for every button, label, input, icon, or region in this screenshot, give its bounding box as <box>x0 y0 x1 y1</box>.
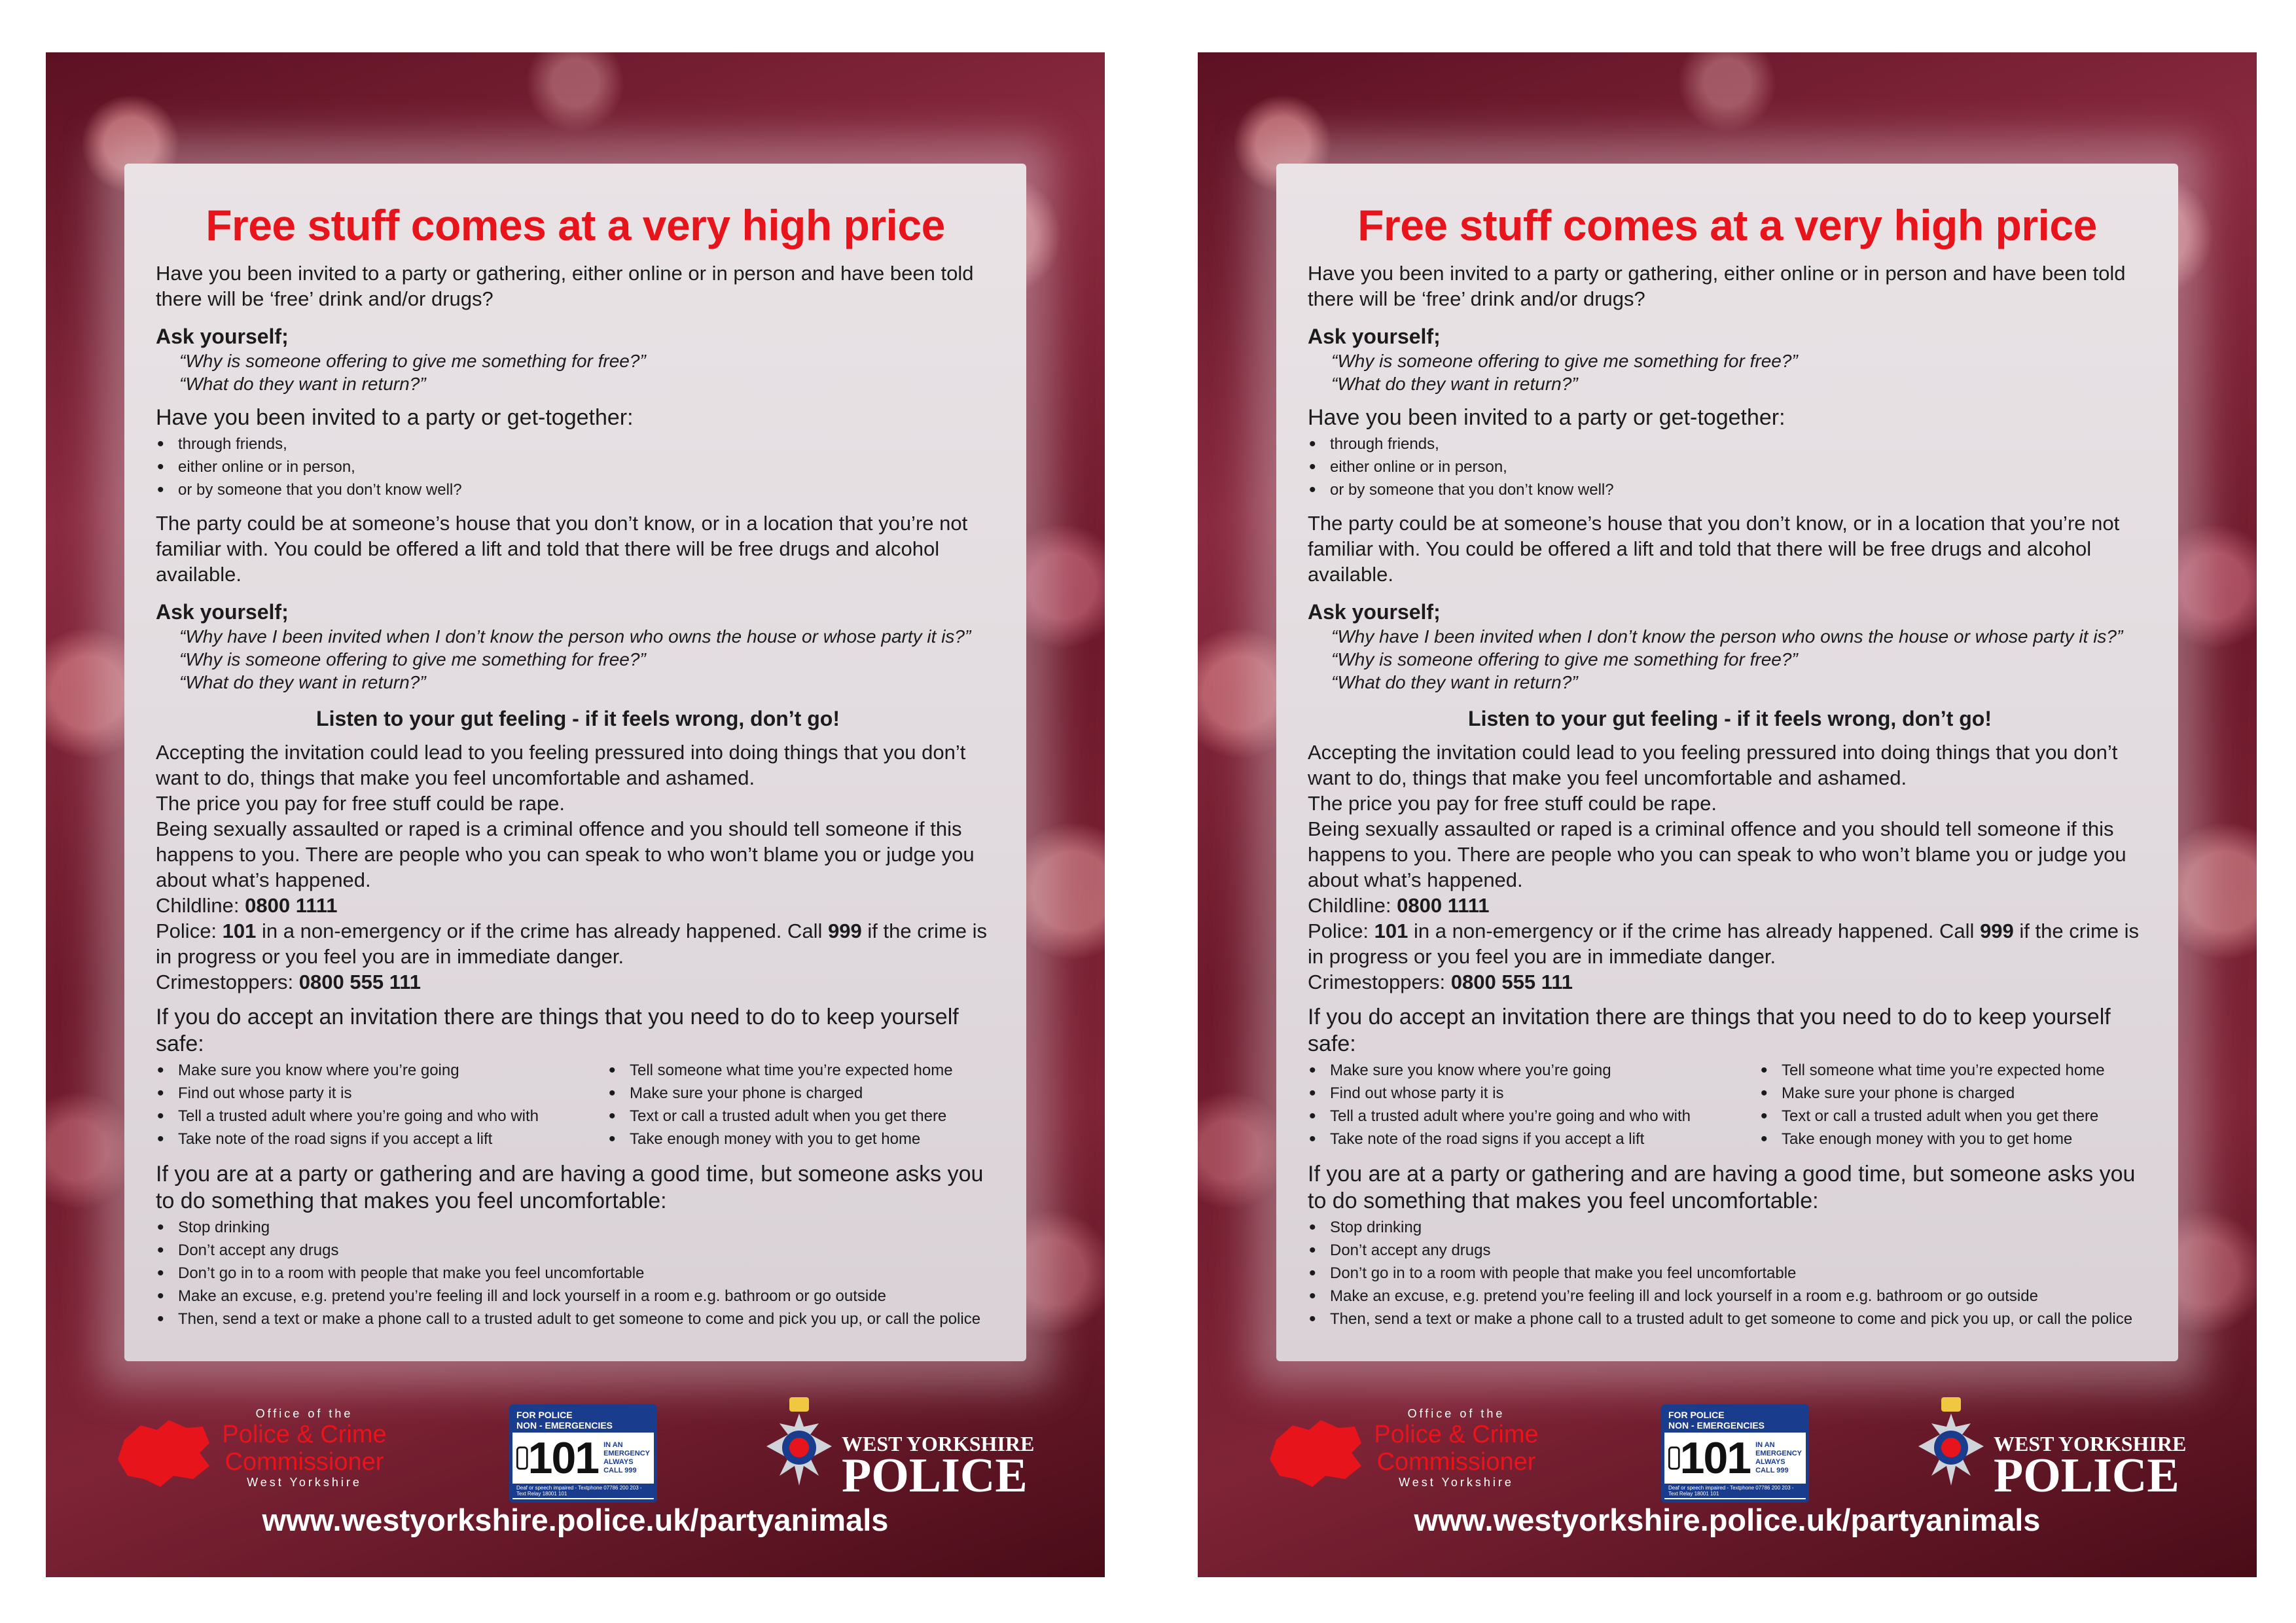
contact-label: Police: <box>1308 919 1374 942</box>
ask-heading: Ask yourself; <box>1308 600 1441 624</box>
accept-paragraph: Accepting the invitation could lead to you feeling pressured into doing things that you don’t want to do, things that make you feel uncomfortable and ashamed. <box>156 741 966 789</box>
list-item: • Take note of the road signs if you accept a lift <box>1308 1128 1759 1150</box>
badge-side-text: ALWAYS <box>1755 1458 1785 1466</box>
list-item: • Text or call a trusted adult when you get there <box>1759 1105 2152 1128</box>
pcc-region: West Yorkshire <box>1399 1476 1514 1489</box>
police-contact <box>1308 918 2152 969</box>
list-item: • Find out whose party it is <box>156 1082 607 1105</box>
badge-heading: FOR POLICE <box>516 1410 573 1420</box>
list-item: • either online or in person, <box>1308 455 2152 478</box>
safe-list-2 <box>607 1059 1000 1150</box>
police-logo-line1: WEST YORKSHIRE <box>1994 1432 2187 1455</box>
question: “Why is someone offering to give me something for free?” <box>1331 351 1798 371</box>
list-item: • Don’t accept any drugs <box>156 1239 1000 1262</box>
pcc-line1: Police & Crime <box>1374 1421 1539 1448</box>
contact-label: Crimestoppers: <box>1308 971 1451 993</box>
police-contact <box>156 918 1000 969</box>
party-paragraph: The party could be at someone’s house that you don’t know, or in a location that you’re not familiar with. You could be offered a lift and told that there will be free drugs and alcohol available. <box>156 512 968 586</box>
list-item: • Stop drinking <box>1308 1216 2152 1239</box>
list-item: • through friends, <box>1308 433 2152 455</box>
list-item: • Take note of the road signs if you accept a lift <box>156 1128 607 1150</box>
poster-right <box>1198 52 2257 1577</box>
list-item: • Then, send a text or make a phone call to a trusted adult to get someone to come and pick you up, or call the police <box>1308 1308 2152 1330</box>
badge-number: 101 <box>1679 1433 1751 1483</box>
list-item: • Tell a trusted adult where you’re going and who with <box>1308 1105 1759 1128</box>
website-url[interactable]: www.westyorkshire.police.uk/partyanimals <box>1414 1503 2041 1537</box>
poster-title: Free stuff comes at a very high price <box>1357 201 2097 249</box>
ask-heading: Ask yourself; <box>156 600 289 624</box>
pcc-office-text: Office of the <box>255 1407 353 1420</box>
question: “What do they want in return?” <box>1331 672 1578 692</box>
poster-body <box>1308 260 2152 1340</box>
contact-number: 999 <box>828 919 862 942</box>
invited-heading: Have you been invited to a party or get-together: <box>156 405 634 430</box>
contact-number: 101 <box>1374 919 1408 942</box>
question: “What do they want in return?” <box>1331 374 1578 394</box>
website-url[interactable]: www.westyorkshire.police.uk/partyanimals <box>262 1503 889 1537</box>
contact-label: Police: <box>156 919 223 942</box>
safe-lists <box>1308 1059 2152 1150</box>
list-item: • Don’t go in to a room with people that make you feel uncomfortable <box>1308 1262 2152 1285</box>
badge-side-text: CALL 999 <box>603 1467 637 1474</box>
question: “Why is someone offering to give me something for free?” <box>179 351 646 371</box>
badge-footer: Deaf or speech impaired - Textphone 07786 200 203 - Text Relay 18001 101 <box>512 1484 654 1498</box>
badge-side-text: ALWAYS <box>603 1458 634 1466</box>
question: “Why is someone offering to give me something for free?” <box>179 649 646 669</box>
uncomfortable-list <box>1308 1216 2152 1330</box>
badge-side-text: IN AN <box>1755 1441 1775 1449</box>
assault-paragraph: Being sexually assaulted or raped is a criminal offence and you should tell someone if this happens to you. There are people who you can speak to who won’t blame you or judge you about what’s happened. <box>156 817 975 891</box>
police-text: if the crime is in progress or you feel you are in immediate danger. <box>156 919 988 968</box>
poster-left <box>46 52 1105 1577</box>
contact-label: Childline: <box>1308 894 1397 917</box>
question: “Why have I been invited when I don’t know the person who owns the house or whose party it is?” <box>1331 626 2123 647</box>
police-crest-icon <box>1915 1394 1987 1508</box>
police-logo-line2: POLICE <box>842 1449 1028 1503</box>
safe-heading: If you do accept an invitation there are things that you need to do to keep yourself safe: <box>156 1005 959 1056</box>
question: “What do they want in return?” <box>179 672 426 692</box>
pcc-line2: Commissioner <box>224 1448 384 1476</box>
contact-number: 999 <box>1980 919 2014 942</box>
footer-logos <box>1198 1394 2257 1505</box>
invited-list <box>1308 433 2152 501</box>
badge-heading: NON - EMERGENCIES <box>1668 1420 1765 1431</box>
west-yorkshire-map-icon <box>111 1414 216 1492</box>
phone-icon <box>1668 1441 1680 1475</box>
ask-heading: Ask yourself; <box>156 325 289 348</box>
question: “Why is someone offering to give me something for free?” <box>1331 649 1798 669</box>
childline-contact <box>156 893 1000 918</box>
ask-heading: Ask yourself; <box>1308 325 1441 348</box>
invited-list <box>156 433 1000 501</box>
list-item: • Tell someone what time you’re expected home <box>607 1059 1000 1082</box>
list-item: • Then, send a text or make a phone call to a trusted adult to get someone to come and pick you up, or call the police <box>156 1308 1000 1330</box>
pcc-line2: Commissioner <box>1376 1448 1536 1476</box>
list-item: • Stop drinking <box>156 1216 1000 1239</box>
west-yorkshire-police-logo <box>1915 1394 2203 1512</box>
list-item: • Tell someone what time you’re expected home <box>1759 1059 2152 1082</box>
uncomfortable-heading: If you are at a party or gathering and are having a good time, but someone asks you to do something that makes you feel uncomfortable: <box>156 1162 984 1213</box>
list-item: • Take enough money with you to get home <box>607 1128 1000 1150</box>
list-item: • through friends, <box>156 433 1000 455</box>
crimestoppers-contact <box>156 969 1000 995</box>
contact-number: 101 <box>222 919 257 942</box>
badge-side-text: IN AN <box>603 1441 623 1449</box>
list-item: • Make sure you know where you’re going <box>156 1059 607 1082</box>
non-emergency-101-badge <box>1661 1404 1809 1503</box>
police-text: if the crime is in progress or you feel you are in immediate danger. <box>1308 919 2140 968</box>
list-item: • or by someone that you don’t know well? <box>1308 478 2152 501</box>
footer-logos <box>46 1394 1105 1505</box>
badge-footer: Deaf or speech impaired - Textphone 07786 200 203 - Text Relay 18001 101 <box>1664 1484 1806 1498</box>
badge-heading: NON - EMERGENCIES <box>516 1420 613 1431</box>
pcc-office-text: Office of the <box>1407 1407 1505 1420</box>
pcc-line1: Police & Crime <box>222 1421 387 1448</box>
police-logo-line2: POLICE <box>1994 1449 2179 1503</box>
pcc-logo <box>111 1407 386 1512</box>
list-item: • Make sure your phone is charged <box>607 1082 1000 1105</box>
list-item: • Make an excuse, e.g. pretend you’re feeling ill and lock yourself in a room e.g. bathroom or go outside <box>1308 1285 2152 1308</box>
poster-body <box>156 260 1000 1340</box>
party-paragraph: The party could be at someone’s house that you don’t know, or in a location that you’re not familiar with. You could be offered a lift and told that there will be free drugs and alcohol available. <box>1308 512 2120 586</box>
police-text: in a non-emergency or if the crime has already happened. Call <box>1408 919 1981 942</box>
uncomfortable-list <box>156 1216 1000 1330</box>
list-item: • Don’t go in to a room with people that make you feel uncomfortable <box>156 1262 1000 1285</box>
safe-list-1 <box>1308 1059 1759 1150</box>
gut-feeling-heading: Listen to your gut feeling - if it feels wrong, don’t go! <box>1468 707 1992 730</box>
police-crest-icon <box>763 1394 835 1508</box>
list-item: • Tell a trusted adult where you’re going and who with <box>156 1105 607 1128</box>
content-panel <box>1276 164 2178 1361</box>
list-item: • Take enough money with you to get home <box>1759 1128 2152 1150</box>
list-item: • Make sure you know where you’re going <box>1308 1059 1759 1082</box>
badge-side-text: EMERGENCY <box>603 1450 650 1457</box>
contact-number: 0800 555 111 <box>298 971 422 993</box>
pcc-region: West Yorkshire <box>247 1476 362 1489</box>
accept-paragraph: Accepting the invitation could lead to you feeling pressured into doing things that you don’t want to do, things that make you feel uncomfortable and ashamed. <box>1308 741 2118 789</box>
intro-text: Have you been invited to a party or gathering, either online or in person and have been told there will be ‘free’ drink and/or drugs? <box>156 262 974 310</box>
list-item: • Make an excuse, e.g. pretend you’re feeling ill and lock yourself in a room e.g. bathroom or go outside <box>156 1285 1000 1308</box>
list-item: • or by someone that you don’t know well? <box>156 478 1000 501</box>
price-line: The price you pay for free stuff could be rape. <box>1308 792 1717 815</box>
question: “Why have I been invited when I don’t know the person who owns the house or whose party it is?” <box>179 626 971 647</box>
list-item: • either online or in person, <box>156 455 1000 478</box>
list-item: • Don’t accept any drugs <box>1308 1239 2152 1262</box>
content-panel <box>124 164 1026 1361</box>
childline-contact <box>1308 893 2152 918</box>
list-item: • Text or call a trusted adult when you get there <box>607 1105 1000 1128</box>
contact-label: Crimestoppers: <box>156 971 299 993</box>
poster-title: Free stuff comes at a very high price <box>206 201 945 249</box>
police-logo-line1: WEST YORKSHIRE <box>842 1432 1035 1455</box>
contact-number: 0800 1111 <box>1397 894 1490 917</box>
crimestoppers-contact <box>1308 969 2152 995</box>
contact-label: Childline: <box>156 894 245 917</box>
phone-icon <box>516 1441 528 1475</box>
list-item: • Make sure your phone is charged <box>1759 1082 2152 1105</box>
badge-side-text: EMERGENCY <box>1755 1450 1802 1457</box>
badge-heading: FOR POLICE <box>1668 1410 1725 1420</box>
safe-list-1 <box>156 1059 607 1150</box>
gut-feeling-heading: Listen to your gut feeling - if it feels wrong, don’t go! <box>316 707 840 730</box>
question: “What do they want in return?” <box>179 374 426 394</box>
contact-number: 0800 555 111 <box>1450 971 1573 993</box>
safe-list-2 <box>1759 1059 2152 1150</box>
badge-number: 101 <box>528 1433 599 1483</box>
west-yorkshire-map-icon <box>1263 1414 1368 1492</box>
safe-lists <box>156 1059 1000 1150</box>
safe-heading: If you do accept an invitation there are things that you need to do to keep yourself safe: <box>1308 1005 2111 1056</box>
badge-side-text: CALL 999 <box>1755 1467 1789 1474</box>
uncomfortable-heading: If you are at a party or gathering and are having a good time, but someone asks you to do something that makes you feel uncomfortable: <box>1308 1162 2136 1213</box>
police-text: in a non-emergency or if the crime has already happened. Call <box>256 919 829 942</box>
intro-text: Have you been invited to a party or gathering, either online or in person and have been told there will be ‘free’ drink and/or drugs? <box>1308 262 2126 310</box>
contact-number: 0800 1111 <box>245 894 338 917</box>
list-item: • Find out whose party it is <box>1308 1082 1759 1105</box>
invited-heading: Have you been invited to a party or get-together: <box>1308 405 1785 430</box>
west-yorkshire-police-logo <box>763 1394 1051 1512</box>
price-line: The price you pay for free stuff could be rape. <box>156 792 565 815</box>
assault-paragraph: Being sexually assaulted or raped is a criminal offence and you should tell someone if this happens to you. There are people who you can speak to who won’t blame you or judge you about what’s happened. <box>1308 817 2126 891</box>
non-emergency-101-badge <box>509 1404 657 1503</box>
pcc-logo <box>1263 1407 1538 1512</box>
